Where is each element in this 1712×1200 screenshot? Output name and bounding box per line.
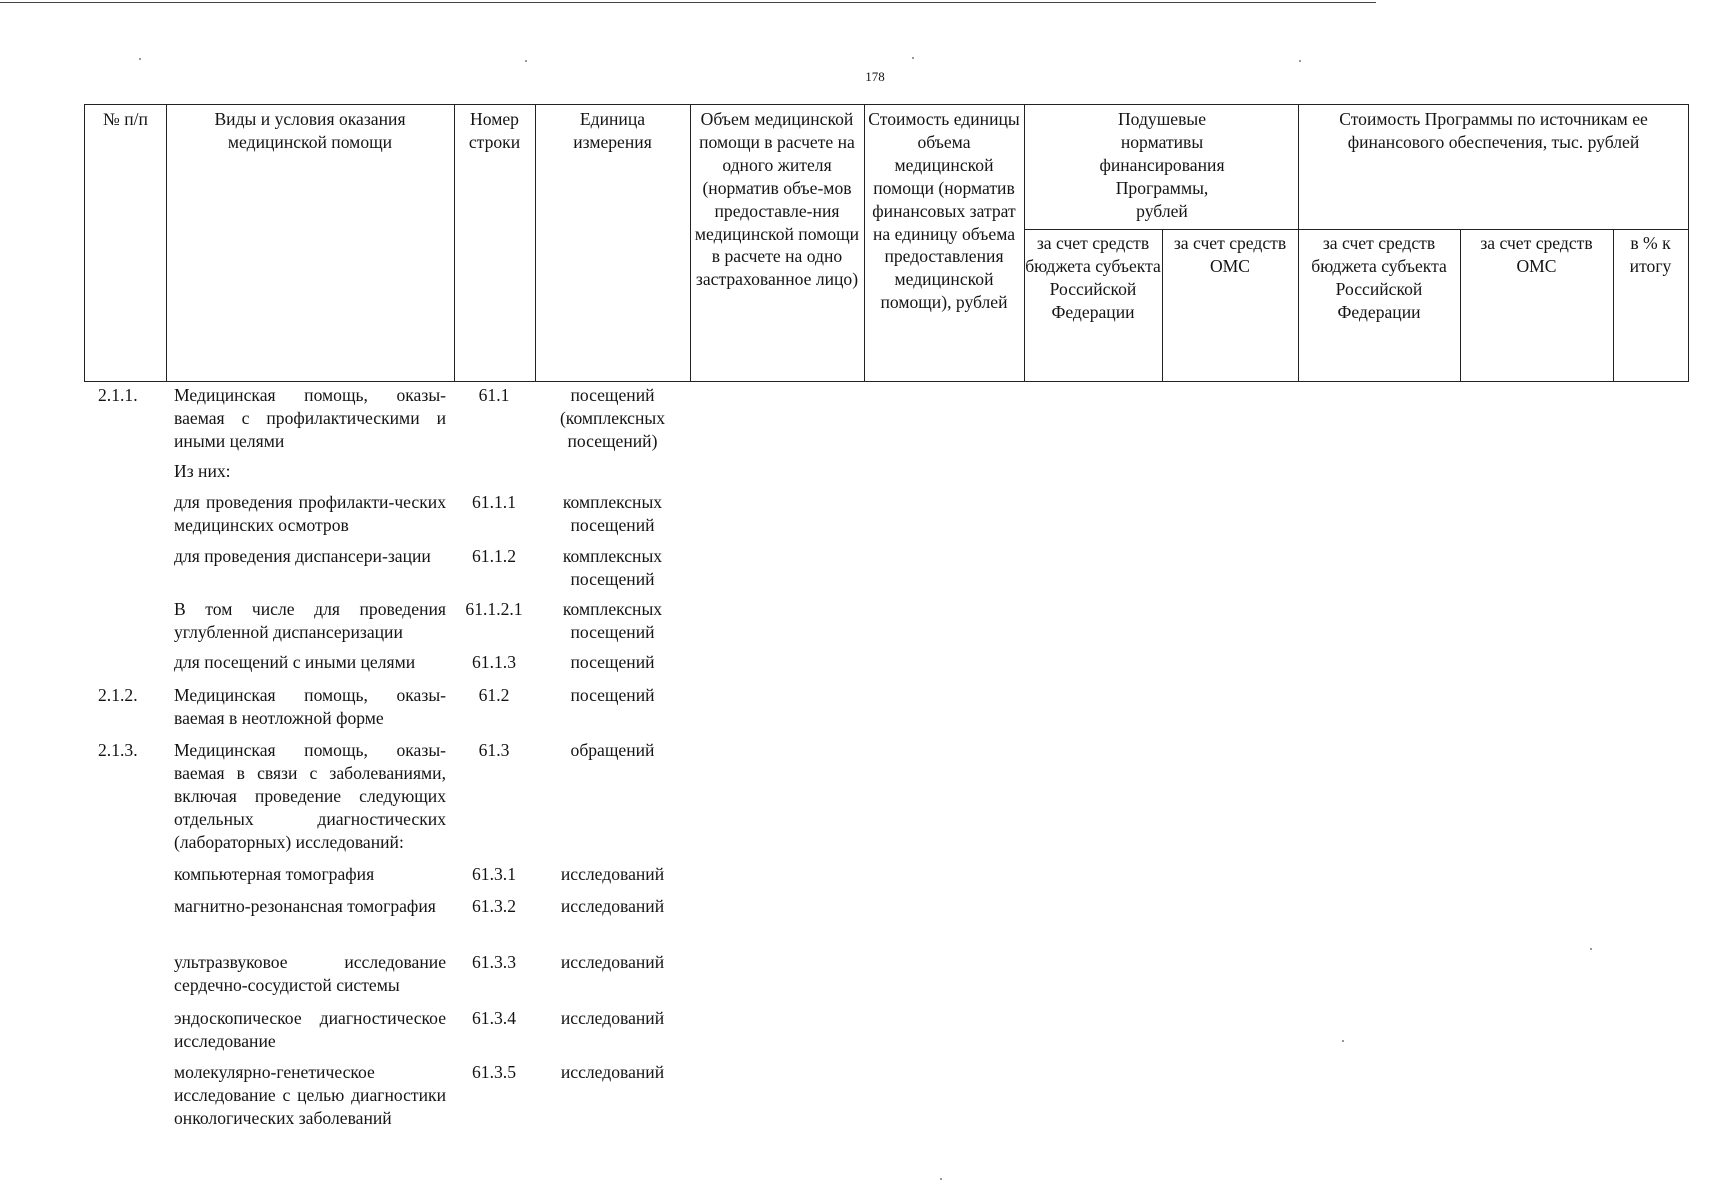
header-per-capita: Подушевые нормативы финансирования Программы, рублей [1099, 109, 1225, 221]
col-divider [864, 105, 865, 381]
row-code-cell: 61.3 [478, 740, 510, 760]
row-code-cell: 61.1.2 [472, 546, 516, 566]
row-code-cell: 61.3.1 [472, 864, 516, 884]
row-unit-cell: обращений [570, 740, 655, 760]
row-unit-cell: исследований [560, 1062, 665, 1082]
row-unit-cell: исследований [560, 864, 665, 884]
header-row-number: Номер строки [468, 109, 521, 152]
header-num: № п/п [103, 109, 148, 129]
scan-speck [1342, 1040, 1344, 1042]
row-unit-cell: посещений (комплексных посещений) [559, 385, 666, 451]
row-name-cell: эндоскопическое диагностическое исследование [174, 1008, 446, 1051]
scan-speck [139, 58, 141, 60]
page-number: 178 [865, 69, 885, 84]
row-number-cell: 2.1.2. [98, 685, 138, 705]
row-code-cell: 61.3.3 [472, 952, 516, 972]
table-header [84, 104, 1689, 382]
col-divider [690, 105, 691, 381]
row-unit-cell: комплексных посещений [562, 546, 663, 589]
row-unit-cell: исследований [560, 1008, 665, 1028]
top-rule [0, 2, 1376, 3]
scan-speck [940, 1178, 942, 1180]
header-cost: Стоимость единицы объема медицинской помощи (норматив финансовых затрат на единицу объема предоставления медицинской помощи), рублей [868, 109, 1020, 313]
scan-speck [525, 60, 527, 62]
row-code-cell: 61.3.2 [472, 896, 516, 916]
row-unit-cell: посещений [570, 685, 655, 705]
col-divider [535, 105, 536, 381]
row-number-cell: 2.1.1. [98, 385, 138, 405]
row-unit-cell: посещений [570, 652, 655, 672]
row-unit-cell: комплексных посещений [562, 492, 663, 535]
header-unit: Единица измерения [573, 109, 652, 152]
row-name-cell: Медицинская помощь, оказы-ваемая в связи с заболеваниями, включая проведение следующих отдельных диагностических (лабораторных) исследований: [174, 740, 446, 852]
col-divider [166, 105, 167, 381]
row-code-cell: 61.1 [478, 385, 510, 405]
row-unit-cell: исследований [560, 896, 665, 916]
row-code-cell: 61.3.5 [472, 1062, 516, 1082]
row-name-cell: В том числе для проведения углубленной диспансеризации [174, 599, 446, 642]
header-per-capita-budget: за счет средств бюджета субъекта Российской Федерации [1025, 233, 1161, 322]
scan-speck [1590, 948, 1592, 950]
header-type: Виды и условия оказания медицинской помощи [214, 109, 406, 152]
row-code-cell: 61.1.2.1 [465, 599, 523, 619]
row-unit-cell: исследований [560, 952, 665, 972]
row-name-cell: Из них: [174, 461, 231, 481]
header-per-capita-oms: за счет средств ОМС [1173, 233, 1287, 276]
row-name-cell: для проведения профилакти-ческих медицинских осмотров [174, 492, 446, 535]
subheader-divider [1024, 229, 1688, 230]
header-volume: Объем медицинской помощи в расчете на одного жителя (норматив объе-мов предоставле-ния медицинской помощи в расчете на одно застрахованное лицо) [694, 109, 860, 290]
row-name-cell: магнитно-резонансная томография [174, 896, 436, 916]
row-code-cell: 61.1.1 [472, 492, 516, 512]
header-program-cost: Стоимость Программы по источникам ее финансового обеспечения, тыс. рублей [1339, 109, 1648, 152]
row-name-cell: Медицинская помощь, оказы-ваемая с профилактическими и иными целями [174, 385, 446, 451]
row-name-cell: молекулярно-генетическое исследование с целью диагностики онкологических заболеваний [174, 1062, 446, 1128]
header-cost-budget: за счет средств бюджета субъекта Российской Федерации [1311, 233, 1447, 322]
row-code-cell: 61.3.4 [472, 1008, 516, 1028]
row-name-cell: для посещений с иными целями [174, 652, 416, 672]
header-cost-oms: за счет средств ОМС [1480, 233, 1593, 276]
row-unit-cell: комплексных посещений [562, 599, 663, 642]
row-code-cell: 61.2 [478, 685, 510, 705]
row-name-cell: Медицинская помощь, оказы-ваемая в неотложной форме [174, 685, 446, 728]
row-code-cell: 61.1.3 [472, 652, 516, 672]
header-cost-percent: в % к итогу [1629, 233, 1672, 276]
scan-speck [1299, 60, 1301, 62]
row-name-cell: компьютерная томография [174, 864, 375, 884]
row-name-cell: ультразвуковое исследование сердечно-сосудистой системы [174, 952, 446, 995]
row-name-cell: для проведения диспансери-зации [174, 546, 431, 566]
scan-speck [912, 57, 914, 59]
row-number-cell: 2.1.3. [98, 740, 138, 760]
